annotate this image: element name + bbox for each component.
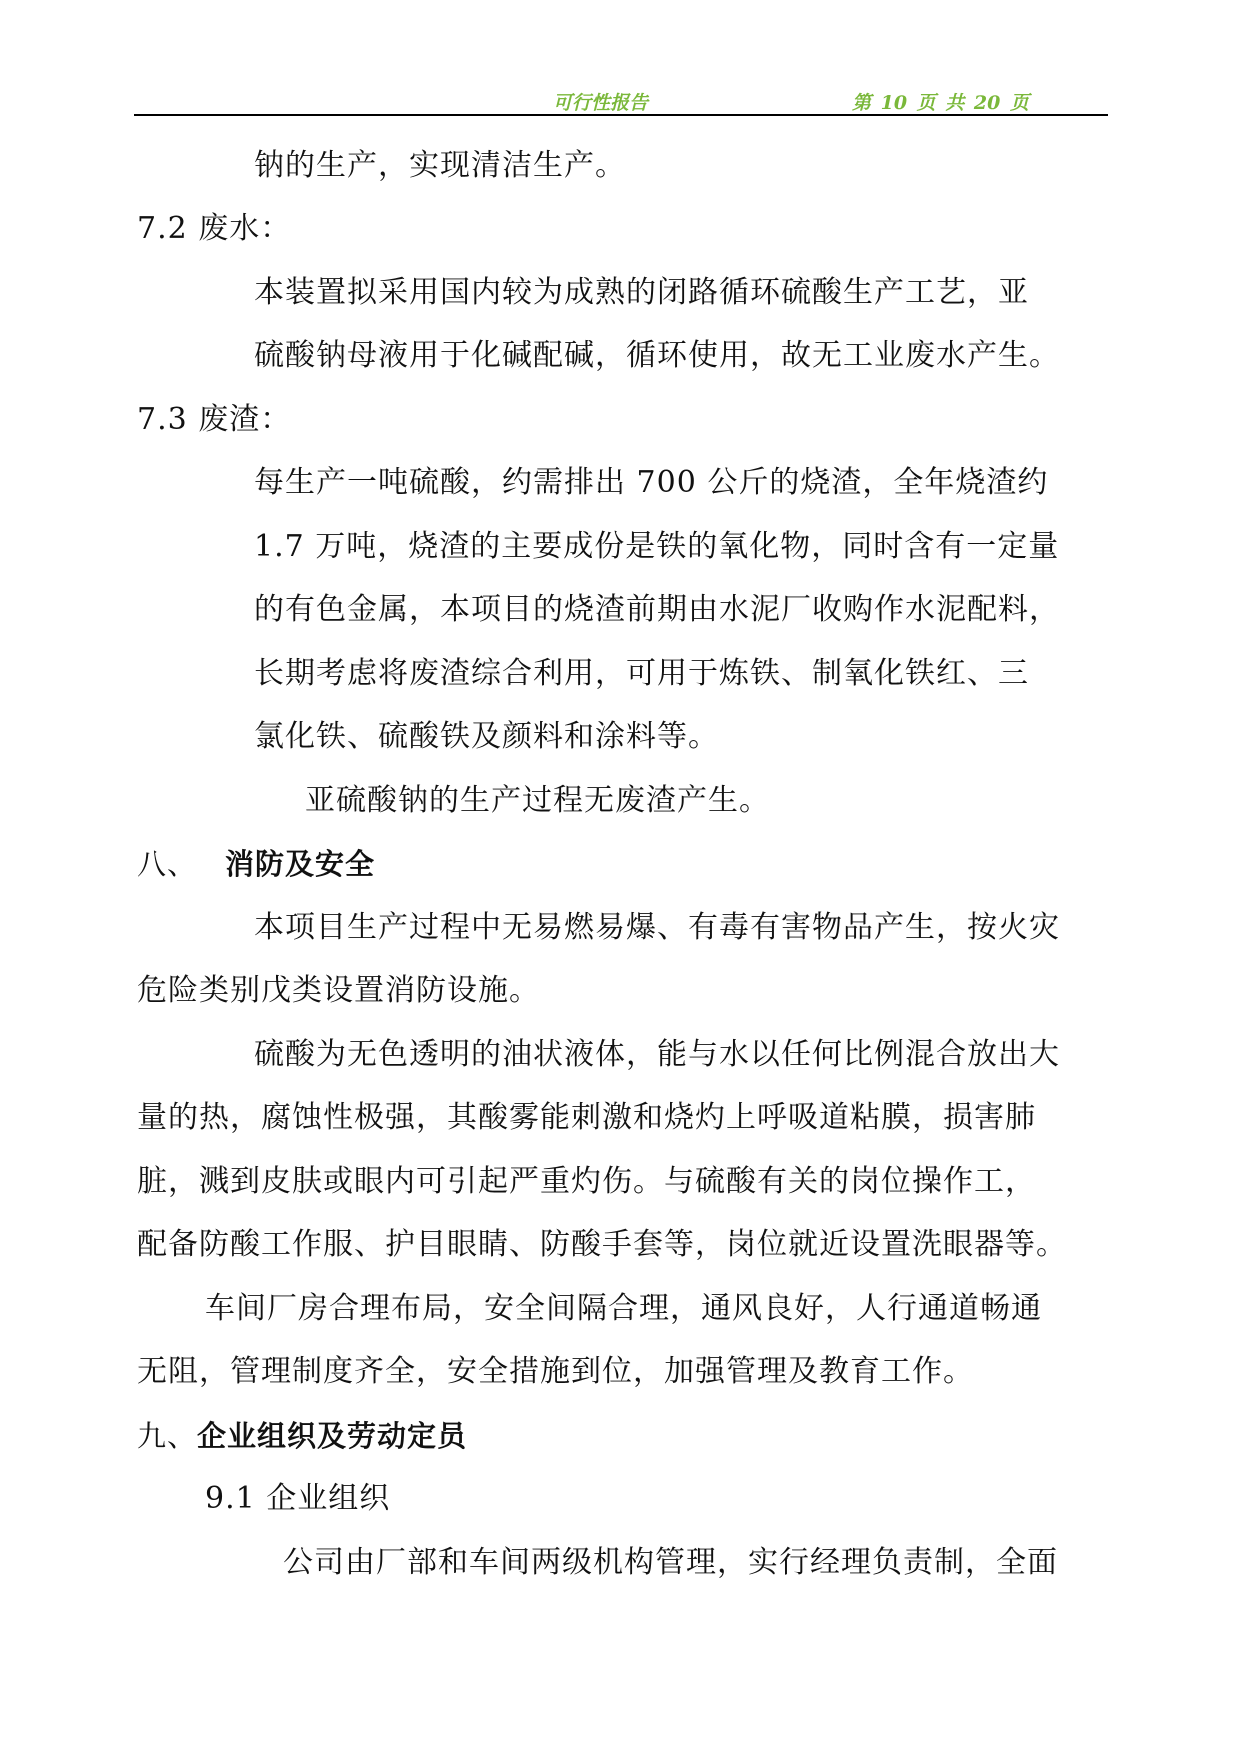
- paragraph-line: 车间厂房合理布局，安全间隔合理，通风良好，人行通道畅通: [205, 1291, 1042, 1326]
- paragraph-line: 氯化铁、硫酸铁及颜料和涂料等。: [254, 719, 719, 754]
- paragraph-line: 配备防酸工作服、护目眼睛、防酸手套等，岗位就近设置洗眼器等。: [137, 1227, 1067, 1262]
- paragraph-line: 本装置拟采用国内较为成熟的闭路循环硫酸生产工艺，亚: [254, 275, 1029, 310]
- paragraph-line: 的有色金属，本项目的烧渣前期由水泥厂收购作水泥配料，: [254, 592, 1060, 627]
- header-page-info: 第 10 页 共 20 页: [852, 92, 1029, 114]
- section-heading-9: [137, 1416, 467, 1456]
- paragraph-line: 本项目生产过程中无易燃易爆、有毒有害物品产生，按火灾: [254, 910, 1060, 945]
- section-title: 消防及安全: [225, 847, 376, 881]
- page-header: [0, 86, 1241, 116]
- paragraph-line: 钠的生产，实现清洁生产。: [254, 148, 626, 183]
- paragraph-line: 脏，溅到皮肤或眼内可引起严重灼伤。与硫酸有关的岗位操作工，: [137, 1164, 1036, 1199]
- paragraph-line: 量的热，腐蚀性极强，其酸雾能刺激和烧灼上呼吸道粘膜，损害肺: [137, 1100, 1036, 1135]
- paragraph-line: 硫酸钠母液用于化碱配碱，循环使用，故无工业废水产生。: [254, 338, 1060, 373]
- paragraph-line: 危险类别戊类设置消防设施。: [137, 973, 540, 1008]
- paragraph-line: 无阻，管理制度齐全，安全措施到位，加强管理及教育工作。: [137, 1354, 974, 1389]
- section-heading-8: [137, 844, 375, 884]
- paragraph-line: 公司由厂部和车间两级机构管理，实行经理负责制，全面: [283, 1545, 1058, 1580]
- subsection-heading-7-2: 7.2 废水：: [137, 211, 292, 246]
- paragraph-line: 每生产一吨硫酸，约需排出 700 公斤的烧渣，全年烧渣约: [254, 465, 1049, 500]
- section-number: 九、: [137, 1419, 198, 1453]
- paragraph-line: 亚硫酸钠的生产过程无废渣产生。: [305, 783, 770, 818]
- subsection-heading-9-1: 9.1 企业组织: [205, 1481, 391, 1516]
- header-doc-title: 可行性报告: [553, 92, 649, 114]
- paragraph-line: 长期考虑将废渣综合利用，可用于炼铁、制氧化铁红、三: [254, 656, 1029, 691]
- section-number: 八、: [137, 847, 198, 881]
- paragraph-line: 1.7 万吨，烧渣的主要成份是铁的氧化物，同时含有一定量: [254, 529, 1060, 564]
- header-divider: [134, 114, 1108, 116]
- subsection-heading-7-3: 7.3 废渣：: [137, 402, 292, 437]
- section-title: 企业组织及劳动定员: [197, 1419, 468, 1453]
- paragraph-line: 硫酸为无色透明的油状液体，能与水以任何比例混合放出大: [254, 1037, 1060, 1072]
